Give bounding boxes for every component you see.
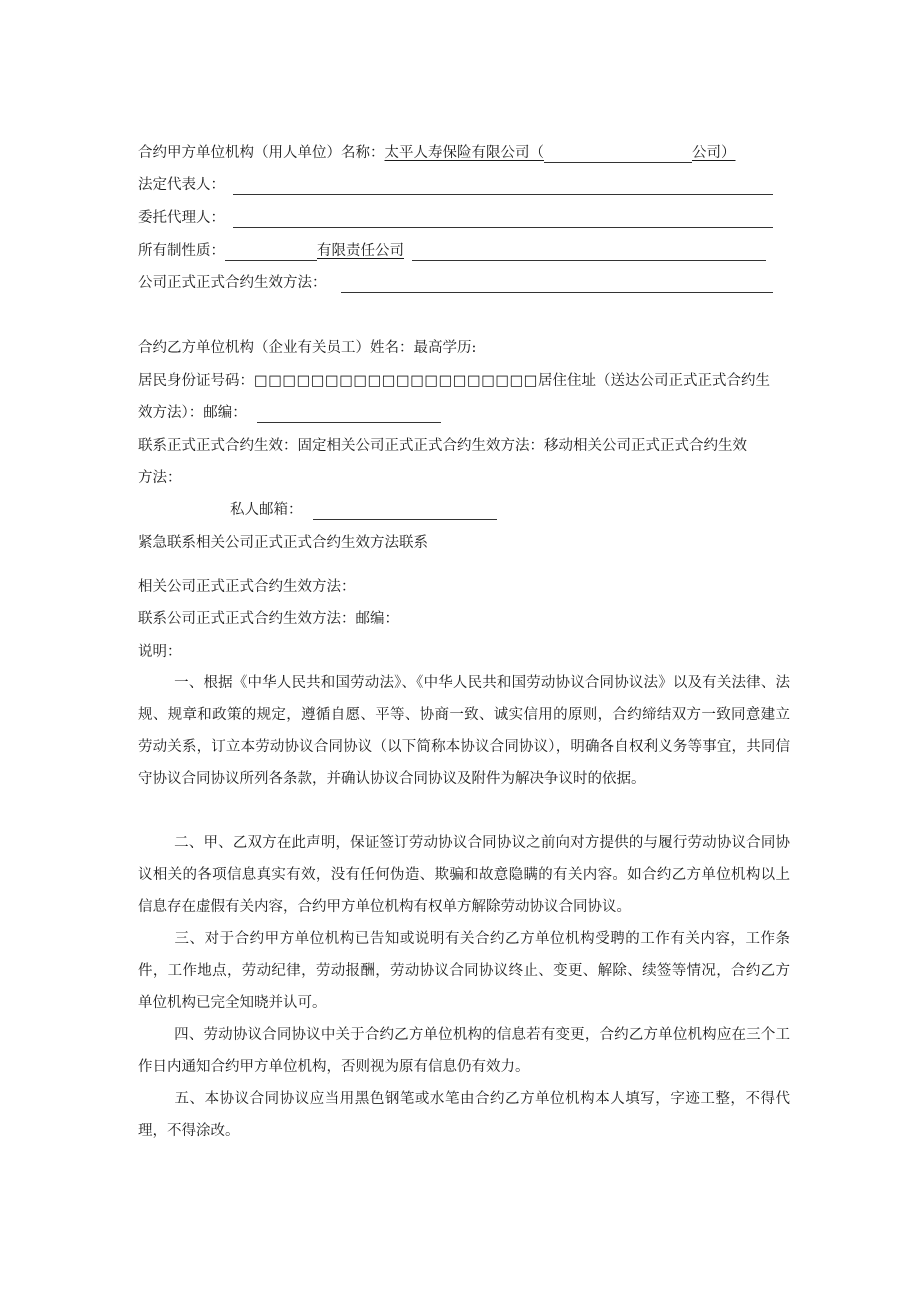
clause-1 [138,667,790,795]
ownership-blank-left [225,244,317,261]
agent-label: 委托代理人： [138,210,225,226]
agent-field[interactable] [233,211,773,228]
clause-4 [138,1019,790,1083]
phone-label-line2: 方法： [138,470,182,486]
legal-rep-field[interactable] [233,178,773,195]
party-b-name-label: 合约乙方单位机构（企业有关员工）姓名：最高学历: [138,340,477,356]
address-label-line2: 效方法）：邮编： [138,405,247,421]
party-b-name-row [138,338,476,358]
related-method-row [138,577,356,597]
email-label: 私人邮箱： [230,502,303,518]
address-zip-field[interactable] [257,406,441,423]
ownership-blank-right [412,244,766,261]
clause-4-text: 四、劳动协议合同协议中关于合约乙方单位机构的信息若有变更，合约乙方单位机构应在三个工作日内通知合约甲方单位机构，否则视为原有信息仍有效力。 [138,1027,790,1075]
phone-label-line1: 联系正式正式合约生效：固定相关公司正式正式合约生效方法：移动相关公司正式正式合约生效 [138,438,747,454]
party-a-company-prefix: 太平人寿保险有限公司（ [384,145,544,161]
clause-5-text: 五、本协议合同协议应当用黑色钢笔或水笔由合约乙方单位机构本人填写，字迹工整，不得代理，不得涂改。 [138,1091,790,1139]
party-a-contact-label: 公司正式正式合约生效方法： [138,275,327,291]
emergency-row [138,533,428,553]
party-a-company-suffix: 公司） [692,145,736,161]
clause-5 [138,1083,790,1147]
email-field[interactable] [313,503,497,520]
related-method-label: 相关公司正式正式合约生效方法： [138,579,356,595]
email-row [230,500,497,520]
party-a-contact-row [138,273,773,293]
emergency-label: 紧急联系相关公司正式正式合约生效方法联系 [138,535,428,551]
clause-3-text: 三、对于合约甲方单位机构已告知或说明有关合约乙方单位机构受聘的工作有关内容，工作条件，工作地点，劳动纪律，劳动报酬，劳动协议合同协议终止、变更、解除、续签等情况，合约乙方单位机构已完全知晓并认可。 [138,931,790,1011]
id-number-boxes[interactable]: □□□□□□□□□□□□□□□□□□□□ [254,373,538,389]
agent-row [138,208,773,228]
notes-heading [138,642,182,662]
notes-label: 说明： [138,644,182,660]
contact-zip-label: 联系公司正式正式合约生效方法：邮编： [138,611,399,627]
address-zip-row [138,403,441,423]
contact-zip-row [138,609,399,629]
id-number-row [138,371,770,391]
clause-3 [138,923,790,1019]
company-branch-field[interactable] [544,146,692,163]
legal-rep-row [138,175,773,195]
phone-row-2 [138,468,182,488]
ownership-row [138,241,766,261]
legal-rep-label: 法定代表人： [138,177,225,193]
ownership-label: 所有制性质： [138,243,225,259]
clause-1-text: 一、根据《中华人民共和国劳动法》、《中华人民共和国劳动协议合同协议法》以及有关法律、法规、规章和政策的规定，遵循自愿、平等、协商一致、诚实信用的原则，合约缔结双方一致同意建立劳动关系，订立本劳动协议合同协议（以下简称本协议合同协议），明确各自权利义务等事宜，共同信守协议合同协议所列各条款，并确认协议合同协议及附件为解决争议时的依据。 [138,675,790,787]
address-label-line1: 居住住址（送达公司正式正式合约生 [538,373,770,389]
ownership-value[interactable]: 有限责任公司 [317,243,404,259]
party-a-name-label: 合约甲方单位机构（用人单位）名称： [138,145,385,161]
party-a-contact-field[interactable] [341,276,773,293]
id-number-label: 居民身份证号码： [138,373,254,389]
clause-2 [138,827,790,923]
phone-row [138,436,747,456]
party-a-name-row [138,143,736,163]
clause-2-text: 二、甲、乙双方在此声明，保证签订劳动协议合同协议之前向对方提供的与履行劳动协议合同协议相关的各项信息真实有效，没有任何伪造、欺骗和故意隐瞒的有关内容。如合约乙方单位机构以上信息存在虚假有关内容，合约甲方单位机构有权单方解除劳动协议合同协议。 [138,835,790,915]
